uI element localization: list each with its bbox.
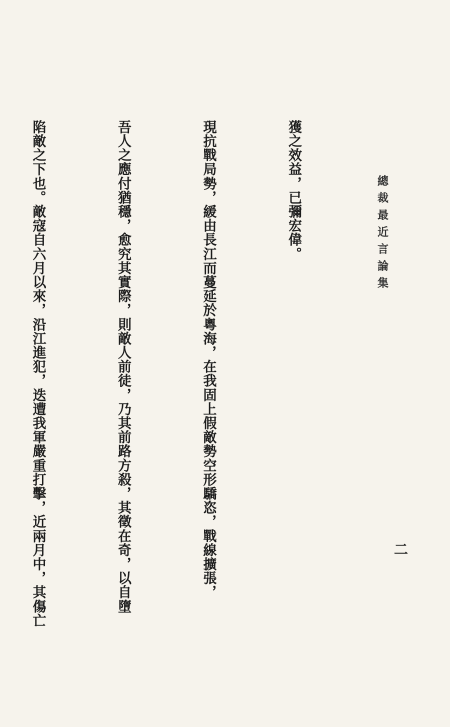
body-text	[29, 120, 364, 680]
text-line: 獲之效益，已彌宏偉。	[285, 120, 302, 261]
text-line: 吾人之應付猶穩，愈究其實際，則敵人前徒，乃其前路方殺，其徵在奇，以自墮	[114, 120, 131, 614]
text-line: 陷敵之下也。敵寇自六月以來，沿江進犯，迭遭我軍嚴重打擊，近兩月中，其傷亡	[29, 120, 46, 628]
page-number: 二	[392, 542, 408, 556]
running-header: 總裁最近言論集	[376, 175, 389, 294]
text-line: 現抗戰局勢，緩由長江而蔓延於粵海，在我固上假敵勢空形驕恣，戰線擴張，	[199, 120, 216, 600]
